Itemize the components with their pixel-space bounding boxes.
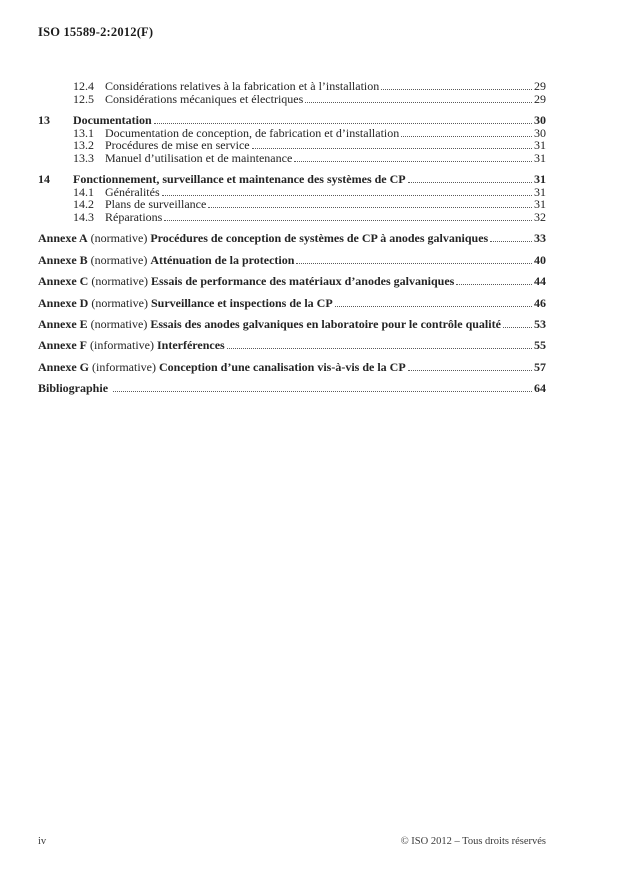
toc-entry-kind: (normative) (90, 231, 148, 246)
toc-entry (38, 339, 546, 352)
toc-entry-label: Interférences (156, 338, 225, 353)
toc-entry-label: Atténuation de la protection (150, 252, 295, 267)
toc-entry-page: 30 (534, 112, 546, 127)
toc-entry-label: Procédures de conception de systèmes de CP à anodes galvaniques (150, 231, 489, 246)
toc-entry-kind: (normative) (91, 274, 148, 289)
toc-entry-num: 14.1 (73, 184, 94, 199)
toc-entry-page: 30 (534, 125, 546, 140)
toc-entry-prefix: Annexe C (38, 274, 89, 289)
toc-entry-label: Généralités (105, 184, 160, 199)
toc-entry (38, 382, 546, 395)
toc-entry-page: 31 (534, 172, 546, 187)
dot-leader (490, 240, 532, 242)
toc-entry (38, 254, 546, 267)
toc-entry-prefix: Annexe F (38, 338, 87, 353)
dot-leader (252, 147, 532, 149)
dot-leader (401, 135, 532, 137)
toc-entry-page: 33 (534, 231, 546, 246)
toc-entry-page: 44 (534, 274, 546, 289)
toc-entry-num: 13.3 (73, 150, 94, 165)
dot-leader (208, 206, 532, 208)
toc-entry-num: 13.2 (73, 138, 94, 153)
page-number-roman: iv (38, 836, 47, 847)
toc-entry-num: 14.2 (73, 197, 94, 212)
dot-leader (296, 262, 532, 264)
toc-entry (38, 114, 546, 127)
toc-entry-label: Procédures de mise en service (105, 138, 250, 153)
toc-entry (38, 232, 546, 245)
toc-entry (38, 361, 546, 374)
toc-entry (38, 318, 546, 331)
toc-entry-label: Considérations mécaniques et électriques (105, 91, 304, 106)
toc-entry-label: Essais des anodes galvaniques en laboratoire pour le contrôle qualité (150, 316, 501, 331)
toc-entry-kind: (normative) (90, 252, 148, 267)
toc-entry-num: 14.3 (73, 209, 94, 224)
toc-entry-label: Manuel d’utilisation et de maintenance (105, 150, 293, 165)
toc-entry-page: 55 (534, 338, 546, 353)
toc-entry-page: 31 (534, 184, 546, 199)
toc-entry-label: Documentation de conception, de fabrication et d’installation (105, 125, 400, 140)
toc-entry-page: 29 (534, 91, 546, 106)
toc-entry-prefix: Annexe E (38, 316, 88, 331)
toc-entry-num: 12.5 (73, 91, 94, 106)
toc-entry (38, 275, 546, 288)
dot-leader (294, 160, 532, 162)
dot-leader (503, 326, 532, 328)
toc-entry-page: 31 (534, 150, 546, 165)
toc-entry-num: 13 (38, 112, 50, 127)
toc-entry-page: 31 (534, 197, 546, 212)
dot-leader (408, 369, 532, 371)
dot-leader (335, 305, 532, 307)
toc-entry-label: Plans de surveillance (105, 197, 207, 212)
dot-leader (154, 122, 532, 124)
toc-entry (38, 139, 546, 152)
toc-entry-kind: (informative) (92, 359, 156, 374)
toc-entry-label: Essais de performance des matériaux d’anodes galvaniques (151, 274, 455, 289)
copyright-notice: © ISO 2012 – Tous droits réservés (400, 836, 546, 847)
toc-entry-page: 64 (534, 381, 546, 396)
toc-entry-prefix: Annexe G (38, 359, 89, 374)
toc-entry-prefix: Annexe B (38, 252, 88, 267)
dot-leader (113, 390, 532, 392)
dot-leader (162, 194, 532, 196)
dot-leader (227, 347, 532, 349)
dot-leader (408, 181, 532, 183)
toc-entry-page: 46 (534, 295, 546, 310)
toc-entry-label: Surveillance et inspections de la CP (151, 295, 333, 310)
toc-entry-label: Fonctionnement, surveillance et maintenance des systèmes de CP (73, 172, 406, 187)
toc-entry-page: 31 (534, 138, 546, 153)
toc-entry-label: Documentation (73, 112, 152, 127)
document-reference-header: ISO 15589-2:2012(F) (38, 25, 154, 39)
toc-entry-prefix: Bibliographie (38, 381, 109, 396)
toc-entry-num: 12.4 (73, 79, 94, 93)
toc-entry-page: 57 (534, 359, 546, 374)
toc-entry-page: 53 (534, 316, 546, 331)
toc-entry (38, 80, 546, 93)
dot-leader (305, 101, 532, 103)
toc-entry-label: Réparations (105, 209, 163, 224)
toc-entry-prefix: Annexe A (38, 231, 88, 246)
toc-entry-label: Considérations relatives à la fabrication et à l’installation (105, 79, 380, 93)
toc-entry-num: 13.1 (73, 125, 94, 140)
toc-entry (38, 173, 546, 186)
toc-entry-kind: (normative) (91, 295, 148, 310)
dot-leader (381, 88, 532, 90)
toc-entry-num: 14 (38, 172, 50, 187)
toc-entry-kind: (normative) (90, 316, 148, 331)
toc-entry (38, 211, 546, 224)
dot-leader (164, 219, 532, 221)
toc-entry (38, 93, 546, 106)
toc-list (38, 80, 546, 395)
page-footer (38, 836, 546, 847)
toc-entry-kind: (informative) (90, 338, 154, 353)
toc-entry (38, 152, 546, 165)
toc-entry (38, 297, 546, 310)
toc-entry-label: Conception d’une canalisation vis-à-vis de la CP (158, 359, 406, 374)
toc-entry-page: 40 (534, 252, 546, 267)
toc-entry-page: 32 (534, 209, 546, 224)
toc-entry-prefix: Annexe D (38, 295, 89, 310)
toc-entry-page: 29 (534, 79, 546, 93)
dot-leader (456, 283, 532, 285)
